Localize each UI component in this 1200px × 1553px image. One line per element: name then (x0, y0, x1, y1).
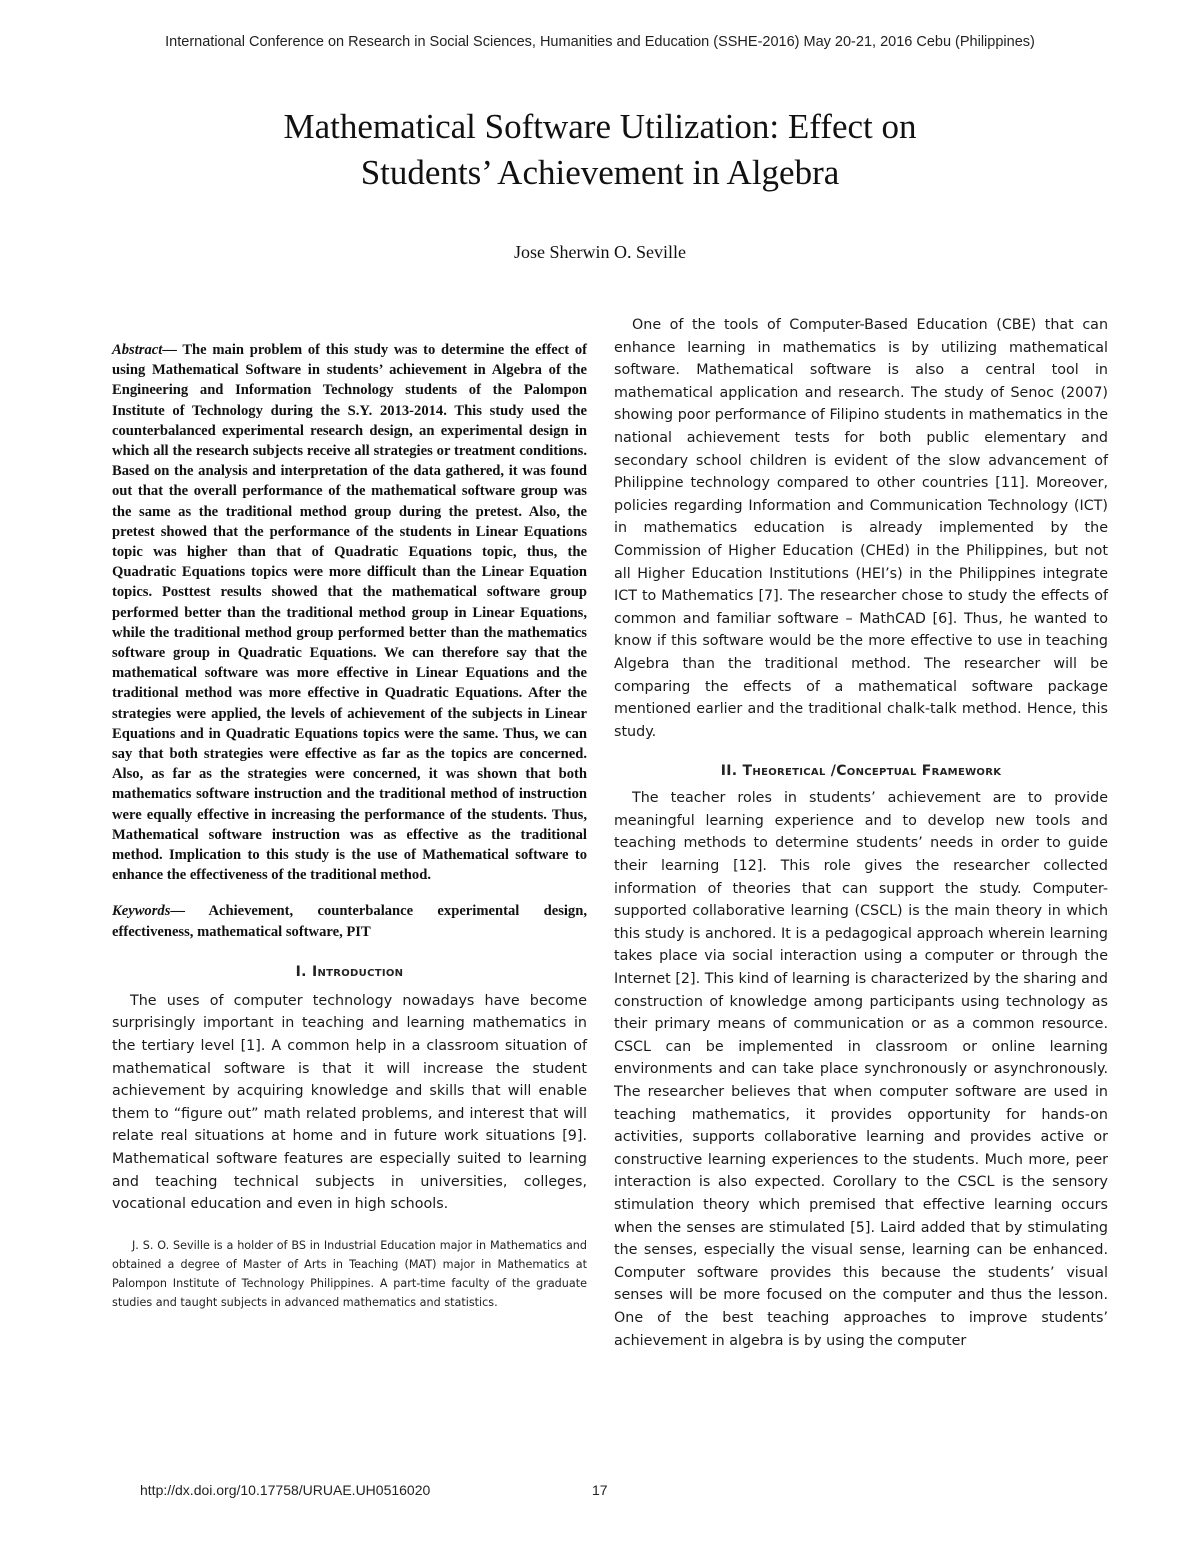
abstract-text: — The main problem of this study was to determine the effect of using Mathematical Software in students’ achievement in Algebra of the Engineering and Information Technology students of the Palompon Institute of Technology during the S.Y. 2013-2014. This study used the counterbalanced experimental research design, an experimental design in which all the research subjects receive all strategies or treatment conditions. Based on the analysis and interpretation of the data gathered, it was found out that the overall performance of the mathematical software group was the same as the traditional method group during the pretest. Also, the pretest showed that the performance of the students in Linear Equations topic was higher than that of Quadratic Equations topic, thus, the Quadratic Equations topics were more difficult than the Linear Equation topics. Posttest results showed that the mathematical software group performed better than the traditional method group in Linear Equations, while the traditional method group performed better than the mathematics software group in Quadratic Equations. We can therefore say that the mathematical software was more effective in Linear Equations and the traditional method was more effective in Quadratic Equations. After the strategies were applied, the levels of achievement of the subjects in Linear Equations and in Quadratic Equations topics were the same. Thus, we can say that both strategies were effective as far as the topics are concerned. Also, as far as the strategies were concerned, it was shown that both mathematics software instruction and the traditional method of instruction were equally effective in increasing the performance of the students. Thus, Mathematical software instruction was as effective as the traditional method. Implication to this study is the use of Mathematical software to enhance the effectiveness of the traditional method. (112, 342, 587, 884)
author-name: Jose Sherwin O. Seville (514, 242, 686, 262)
paper-title (0, 104, 1200, 196)
page-footer (0, 1482, 1200, 1502)
section-heading-framework: II. Theoretical /Conceptual Framework (720, 763, 1002, 780)
introduction-paragraph-1: The uses of computer technology nowadays have become surprisingly important in teaching and learning mathematics in the tertiary level [1]. A common help in a classroom situation of mathematical software is that it will increase the student achievement by acquiring knowledge and skills that will enable them to “figure out” math related problems, and interest that will relate real situations at home and in future work situations [9]. Mathematical software features are especially suited to learning and teaching technical subjects in universities, colleges, vocational education and even in high schools. (112, 992, 587, 1213)
abstract-label: Abstract (112, 342, 163, 358)
paper-title-line-1: Mathematical Software Utilization: Effect on (283, 107, 917, 146)
framework-paragraph-1: The teacher roles in students’ achievement are to provide meaningful learning experience and to develop new tools and teaching methods to determine students’ needs in order to guide their learning [12]. This role gives the researcher collected information of theories that can support the study. Computer-supported collaborative learning (CSCL) is the main theory in which this study is anchored. It is a pedagogical approach wherein learning takes place via social interaction using a computer or through the Internet [2]. This kind of learning is characterized by the sharing and construction of knowledge among participants using technology as their primary means of communication or as a common resource. CSCL can be implemented in classroom or online learning environments and can take place synchronously or asynchronously. The researcher believes that when computer software are used in teaching mathematics, it provides opportunity for hands-on activities, supports collaborative learning and provides active or constructive learning experiences to the students. Much more, peer interaction is also expected. Corollary to the CSCL is the sensory stimulation theory which premised that effective learning occurs when the senses are stimulated [5]. Laird added that by stimulating the senses, especially the visual sense, learning can be enhanced. Computer software provides this because the students’ visual senses will be more focused on the computer and thus the lesson. One of the best teaching approaches to improve students’ achievement in algebra is by using the computer (614, 790, 1108, 1349)
abstract (112, 340, 587, 885)
keywords (112, 901, 587, 941)
right-column (614, 314, 1108, 1352)
paper-title-line-2: Students’ Achievement in Algebra (360, 153, 840, 192)
doi-link[interactable]: http://dx.doi.org/10.17758/URUAE.UH0516020 (140, 1482, 431, 1498)
running-header: International Conference on Research in Social Sciences, Humanities and Education (SSHE-2016) May 20-21, 2016 Cebu (Philippines) (165, 34, 1035, 50)
keywords-text: — Achievement, counterbalance experimental design, effectiveness, mathematical software, PIT (112, 903, 587, 940)
author-footnote: J. S. O. Seville is a holder of BS in Industrial Education major in Mathematics and obtained a degree of Master of Arts in Teaching (MAT) major in Mathematics at Palompon Institute of Technology Philippines. A part-time faculty of the graduate studies and taught subjects in advanced mathematics and statistics. (112, 1238, 587, 1309)
section-heading-introduction: I. Introduction (295, 963, 404, 980)
page-number: 17 (592, 1482, 608, 1498)
keywords-label: Keywords (112, 903, 171, 920)
introduction-paragraph-2: One of the tools of Computer-Based Education (CBE) that can enhance learning in mathematics is by utilizing mathematical software. Mathematical software is also a central tool in mathematical application and research. The study of Senoc (2007) showing poor performance of Filipino students in mathematics in the national achievement tests for both public elementary and secondary school children is evident of the slow advancement of Philippine technology compared to other countries [11]. Moreover, policies regarding Information and Communication Technology (ICT) in mathematics education is already implemented by the Commission of Higher Education (CHEd) in the Philippines, but not all Higher Education Institutions (HEI’s) in the Philippines integrate ICT to Mathematics [7]. The researcher chose to study the effects of common and familiar software – MathCAD [6]. Thus, he wanted to know if this software would be the more effective to use in teaching Algebra than the traditional method. The researcher will be comparing the effects of a mathematical software package mentioned earlier and the traditional chalk-talk method. Hence, this study. (614, 317, 1108, 740)
left-column (112, 340, 587, 1312)
